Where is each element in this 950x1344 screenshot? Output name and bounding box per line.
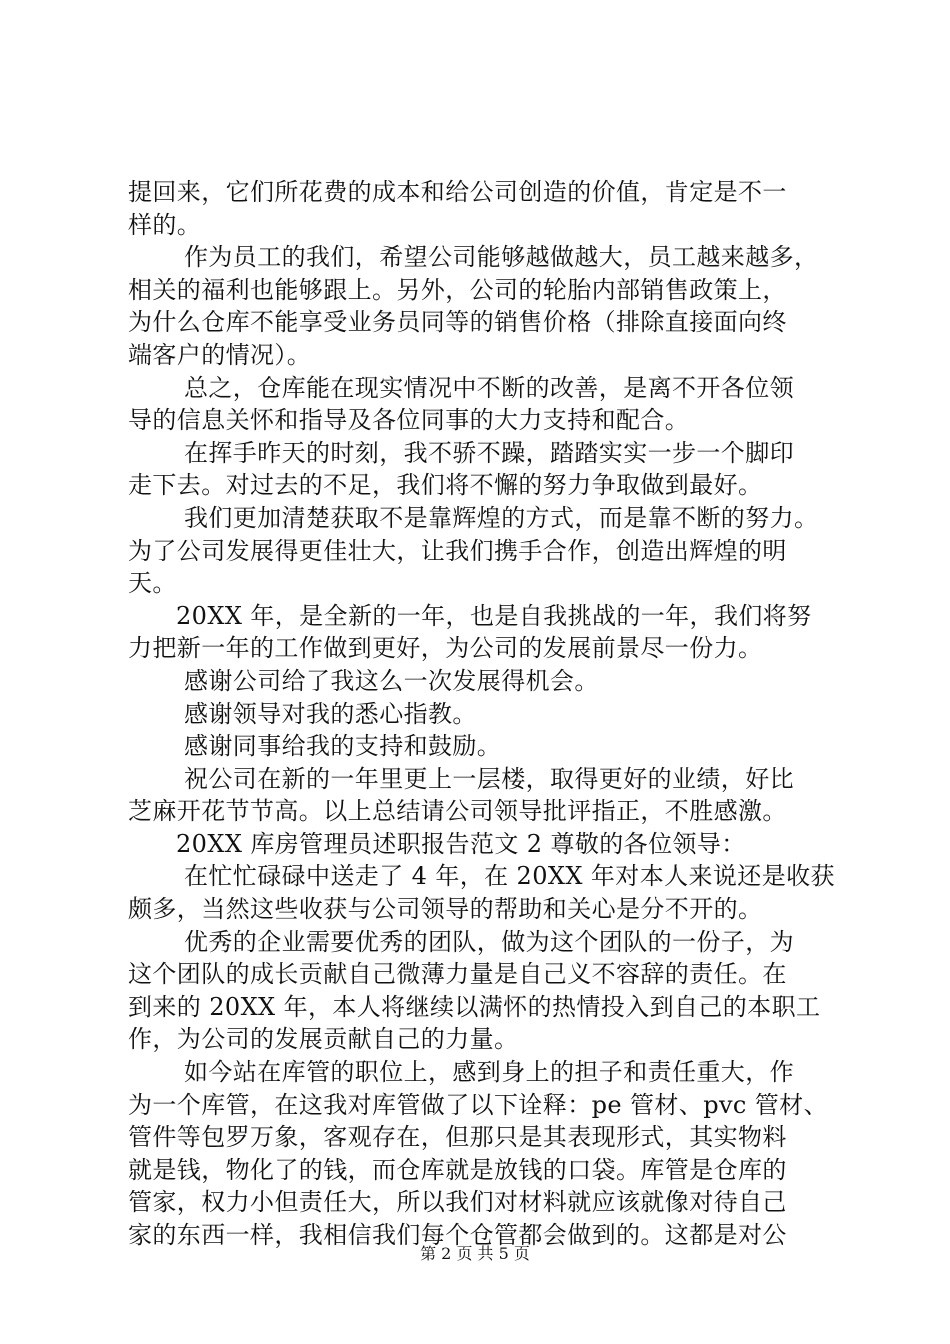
text-line: 为一个库管，在这我对库管做了以下诠释：pe 管材、pvc 管材、 [128, 1090, 828, 1119]
text-line: 管家，权力小但责任大，所以我们对材料就应该就像对待自己 [128, 1188, 787, 1217]
section-heading: 20XX 库房管理员述职报告范文 2 尊敬的各位领导： [176, 829, 746, 858]
paragraph-start: 感谢领导对我的悉心指教。 [184, 699, 477, 728]
text-line: 作，为公司的发展贡献自己的力量。 [128, 1025, 519, 1054]
text-line: 颇多，当然这些收获与公司领导的帮助和关心是分不开的。 [128, 895, 763, 924]
text-line: 为了公司发展得更佳壮大，让我们携手合作，创造出辉煌的明 [128, 536, 787, 565]
text-line: 相关的福利也能够跟上。另外，公司的轮胎内部销售政策上， [128, 275, 787, 304]
text-line: 样的。 [128, 210, 202, 239]
text-line: 到来的 20XX 年，本人将继续以满怀的热情投入到自己的本职工 [128, 992, 821, 1021]
text-line: 就是钱，物化了的钱，而仓库就是放钱的口袋。库管是仓库的 [128, 1155, 787, 1184]
paragraph-start: 感谢公司给了我这么一次发展得机会。 [184, 666, 599, 695]
page-number-footer: 第 2 页 共 5 页 [420, 1244, 530, 1263]
text-line: 天。 [128, 569, 177, 598]
text-line: 家的东西一样，我相信我们每个仓管都会做到的。这都是对公 [128, 1221, 787, 1249]
text-line: 这个团队的成长贡献自己微薄力量是自己义不容辞的责任。在 [128, 960, 787, 989]
text-line: 芝麻开花节节高。以上总结请公司领导批评指正，不胜感激。 [128, 797, 787, 826]
paragraph-start: 作为员工的我们，希望公司能够越做越大，员工越来越多， [184, 243, 819, 272]
text-line: 走下去。对过去的不足，我们将不懈的努力争取做到最好。 [128, 471, 763, 500]
text-line: 端客户的情况）。 [128, 340, 312, 369]
text-line: 提回来，它们所花费的成本和给公司创造的价值，肯定是不一 [128, 178, 787, 206]
paragraph-start: 祝公司在新的一年里更上一层楼，取得更好的业绩，好比 [184, 764, 794, 793]
paragraph-start: 在挥手昨天的时刻，我不骄不躁，踏踏实实一步一个脚印 [184, 438, 794, 467]
text-line: 导的信息关怀和指导及各位同事的大力支持和配合。 [128, 406, 690, 435]
paragraph-start: 我们更加清楚获取不是靠辉煌的方式，而是靠不断的努力。 [184, 503, 819, 532]
paragraph-start: 在忙忙碌碌中送走了 4 年，在 20XX 年对本人来说还是收获 [184, 862, 835, 891]
text-line: 力把新一年的工作做到更好，为公司的发展前景尽一份力。 [128, 634, 763, 663]
paragraph-start: 如今站在库管的职位上，感到身上的担子和责任重大，作 [184, 1058, 794, 1087]
text-line: 为什么仓库不能享受业务员同等的销售价格（排除直接面向终 [128, 308, 787, 337]
paragraph-start: 感谢同事给我的支持和鼓励。 [184, 732, 502, 761]
document-body [128, 176, 838, 1252]
paragraph-start: 总之，仓库能在现实情况中不断的改善，是离不开各位领 [184, 373, 794, 402]
text-line: 管件等包罗万象，客观存在，但那只是其表现形式，其实物料 [128, 1123, 787, 1152]
paragraph-start: 优秀的企业需要优秀的团队，做为这个团队的一份子，为 [184, 927, 794, 956]
paragraph-start: 20XX 年，是全新的一年，也是自我挑战的一年，我们将努 [176, 601, 812, 630]
